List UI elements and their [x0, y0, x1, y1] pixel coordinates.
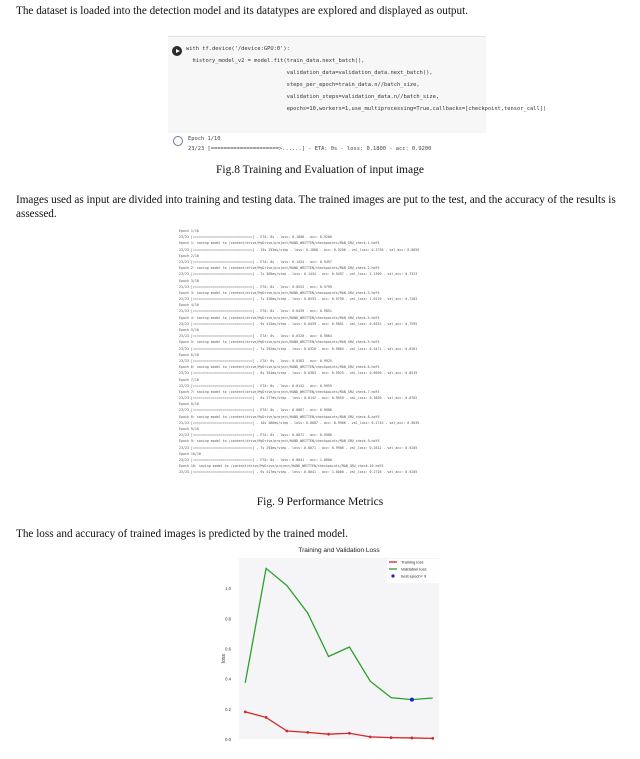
training-loss-point — [348, 732, 351, 735]
code-line: epochs=10,workers=1,use_multiprocessing=True,callbacks=[checkpoint,tensor_call]) — [186, 106, 547, 112]
log-line: 23/23 [==============================] - 9s 417ms/step - loss: 0.0041 - acc: 1.0000 - val_loss: 0.2716 - val_acc: 0.9205 — [179, 470, 418, 475]
code-content — [186, 43, 546, 115]
log-line: Epoch 3/10 — [179, 278, 199, 283]
log-line: Epoch 5: saving model to /content/drive/MyDrive/project/HAND_WRITTEN/checkpoints/MAN_GRU_check-5.hdf5 — [179, 340, 380, 345]
output-line: 23/23 [=====================>......] - ETA: 0s - loss: 0.1800 - acc: 0.9200 — [188, 146, 432, 152]
log-line: Epoch 4: saving model to /content/drive/MyDrive/project/HAND_WRITTEN/checkpoints/MAN_GRU_check-4.hdf5 — [179, 315, 380, 320]
log-line: 23/23 [==============================] - 7s 292ms/step - loss: 0.0320 - acc: 0.9864 - val_loss: 0.5471 - val_acc: 0.8261 — [179, 346, 418, 351]
training-loss-point — [390, 736, 393, 739]
log-line: Epoch 8/10 — [179, 402, 199, 407]
log-line: 23/23 [==============================] - ETA: 0s - loss: 0.1800 - acc: 0.9200 — [179, 235, 332, 240]
log-line: Epoch 5/10 — [179, 328, 199, 332]
fig8-caption: Fig.8 Training and Evaluation of input image — [216, 164, 424, 176]
legend-swatch — [391, 574, 394, 577]
code-line: validation_steps=validation_data.n//batch_size, — [186, 94, 440, 100]
log-line: Epoch 10: saving model to /content/drive/MyDrive/project/HAND_WRITTEN/checkpoints/MAN_GRU_check-10.hdf5 — [179, 464, 384, 469]
log-line: 23/23 [==============================] - 7s 309ms/step - loss: 0.1434 - acc: 0.9497 - val_loss: 1.1309 - val_acc: 0.7323 — [179, 272, 418, 277]
log-line: 23/23 [==============================] - 6s 277ms/step - loss: 0.0142 - acc: 0.9959 - val_loss: 0.3830 - val_acc: 0.8702 — [179, 396, 418, 401]
training-loss-point — [265, 716, 268, 719]
code-line: steps_per_epoch=train_data.n//batch_size, — [186, 82, 420, 88]
y-axis-label: loss — [221, 654, 227, 663]
log-line: Epoch 1/10 — [179, 229, 199, 233]
log-line: 23/23 [==============================] - ETA: 0s - loss: 0.0320 - acc: 0.9864 — [179, 334, 332, 339]
training-loss-point — [431, 737, 434, 740]
log-line: 23/23 [==============================] - 7s 320ms/step - loss: 0.0533 - acc: 0.9799 - val_loss: 1.0170 - val_acc: 0.7283 — [179, 297, 418, 302]
log-line: Epoch 7/10 — [179, 377, 199, 382]
y-tick-label: 0.4 — [225, 676, 231, 682]
training-loss-point — [369, 735, 372, 738]
y-tick-label: 0.6 — [225, 646, 231, 652]
log-line: 23/23 [==============================] - ETA: 0s - loss: 0.0439 - acc: 0.9851 — [179, 309, 332, 314]
code-line: history_model_v2 = model.fit(train_data.next_batch(), — [186, 58, 365, 64]
paragraph-dataset: The dataset is loaded into the detection model and its datatypes are explored and displayed as output. — [16, 5, 469, 17]
log-line: Epoch 9: saving model to /content/drive/MyDrive/project/HAND_WRITTEN/checkpoints/MAN_GRU_check-9.hdf5 — [179, 439, 380, 444]
log-line: Epoch 7: saving model to /content/drive/MyDrive/project/HAND_WRITTEN/checkpoints/MAN_GRU_check-7.hdf5 — [179, 389, 380, 394]
log-line: Epoch 8: saving model to /content/drive/MyDrive/project/HAND_WRITTEN/checkpoints/MAN_GRU_check-8.hdf5 — [179, 414, 380, 419]
log-line: 23/23 [==============================] - ETA: 0s - loss: 0.0072 - acc: 0.9986 — [179, 433, 332, 438]
log-line: 23/23 [==============================] - ETA: 0s - loss: 0.0142 - acc: 0.9959 — [179, 383, 332, 388]
training-loss-point — [411, 737, 414, 740]
fig9-caption: Fig. 9 Performance Metrics — [256, 496, 384, 508]
log-line: Epoch 2: saving model to /content/drive/MyDrive/project/HAND_WRITTEN/checkpoints/MAN_GRU_check-2.hdf5 — [179, 266, 380, 271]
output-text — [188, 134, 431, 154]
training-loss-point — [327, 733, 330, 736]
training-log — [179, 228, 469, 494]
log-line: Epoch 6: saving model to /content/drive/MyDrive/project/HAND_WRITTEN/checkpoints/MAN_GRU_check-6.hdf5 — [179, 365, 380, 370]
run-cell-icon[interactable] — [172, 46, 182, 56]
loss-chart — [203, 540, 451, 746]
output-line: Epoch 1/10 — [188, 136, 221, 142]
best-epoch-point — [410, 698, 414, 702]
output-icon — [173, 136, 183, 146]
training-loss-point — [244, 710, 247, 713]
loss-chart-svg — [203, 540, 451, 746]
y-tick-label: 0.0 — [225, 737, 231, 742]
log-line: 23/23 [==============================] - 10s 466ms/step - loss: 0.0087 - acc: 0.9986 - val_loss: 0.2743 - val_acc: 0.9035 — [179, 420, 420, 425]
log-line: 23/23 [==============================] - ETA: 0s - loss: 0.0041 - acc: 1.0000 — [179, 457, 332, 462]
training-loss-point — [286, 730, 289, 733]
plot-area — [239, 558, 439, 739]
log-line: 23/23 [==============================] - ETA: 0s - loss: 0.0383 - acc: 0.9925 — [179, 358, 332, 363]
code-cell — [168, 36, 547, 161]
log-line: 23/23 [==============================] - ETA: 0s - loss: 0.0533 - acc: 0.9799 — [179, 284, 332, 289]
log-line: Epoch 1: saving model to /content/drive/MyDrive/project/HAND_WRITTEN/checkpoints/MAN_GRU_check-1.hdf5 — [179, 241, 380, 246]
chart-title: Training and Validation Loss — [298, 547, 380, 554]
log-line: Epoch 10/10 — [179, 451, 201, 456]
cell-output — [168, 133, 486, 161]
code-line: validation_data=validation_data.next_batch(), — [186, 70, 433, 76]
legend-label: Validation loss — [401, 566, 427, 572]
log-line: 23/23 [==============================] - ETA: 0s - loss: 0.1434 - acc: 0.9497 — [179, 259, 332, 264]
log-line: 23/23 [==============================] - 9s 415ms/step - loss: 0.0439 - acc: 0.9851 - val_loss: 0.8352 - val_acc: 0.7595 — [179, 321, 418, 326]
legend-label: best epoch= 9 — [401, 573, 427, 579]
log-line: Epoch 6/10 — [179, 352, 199, 357]
y-tick-label: 0.8 — [225, 616, 231, 622]
log-line: 23/23 [==============================] - ETA: 0s - loss: 0.0087 - acc: 0.9986 — [179, 408, 332, 413]
log-line: 23/23 [==============================] - 19s 293ms/step - loss: 0.1800 - acc: 0.9200 - val_loss: 0.3730 - val_acc: 0.8859 — [179, 247, 420, 252]
log-line: 23/23 [==============================] - 7s 293ms/step - loss: 0.0071 - acc: 0.9986 - val_loss: 0.2612 - val_acc: 0.9205 — [179, 445, 418, 450]
paragraph-train-test: Images used as input are divided into training and testing data. The trained images are put to the test, and the accuracy of the results is assessed. — [16, 194, 616, 220]
log-line: Epoch 3: saving model to /content/drive/MyDrive/project/HAND_WRITTEN/checkpoints/MAN_GRU_check-3.hdf5 — [179, 290, 380, 295]
y-tick-label: 0.2 — [225, 706, 231, 712]
code-line: with tf.device('/device:GPU:0'): — [186, 46, 290, 52]
log-line: Epoch 4/10 — [179, 303, 199, 308]
paragraph-loss: The loss and accuracy of trained images is predicted by the trained model. — [16, 528, 349, 540]
training-loss-point — [306, 731, 309, 734]
log-line: 23/23 [==============================] - 8s 354ms/step - loss: 0.0383 - acc: 0.9925 - val_loss: 0.6099 - val_acc: 0.8519 — [179, 371, 418, 376]
y-tick-label: 1.0 — [225, 586, 231, 592]
log-line: Epoch 9/10 — [179, 427, 199, 431]
log-line: Epoch 2/10 — [179, 253, 199, 258]
legend-label: Training loss — [401, 559, 424, 565]
